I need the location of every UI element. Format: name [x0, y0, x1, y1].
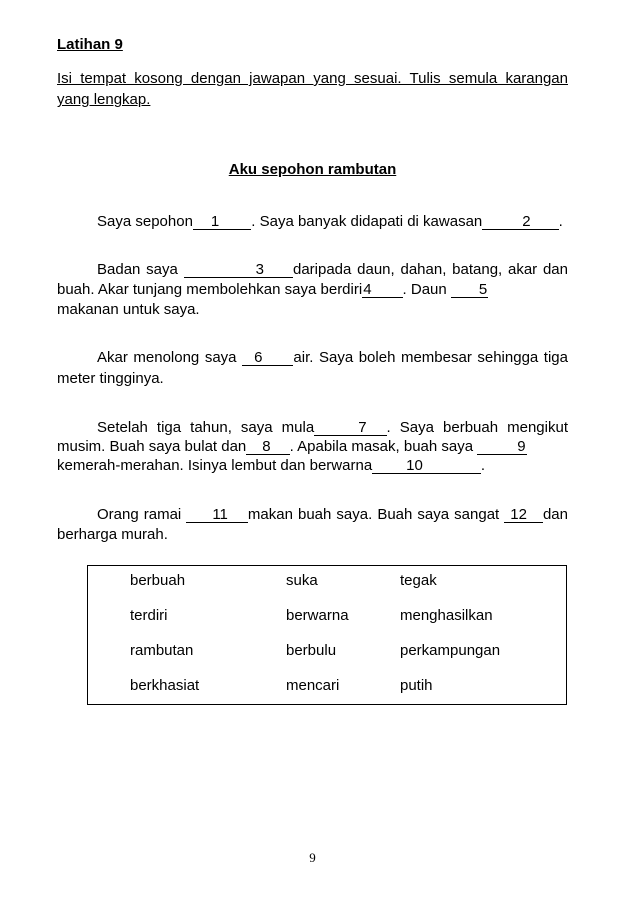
answer-blank-11: 11	[186, 508, 248, 523]
paragraph-line	[57, 418, 568, 437]
word-bank-item: berbuah	[130, 572, 186, 589]
text-segment: . Saya banyak didapati di kawasan	[251, 213, 483, 230]
word-bank-item: berkhasiat	[130, 677, 200, 694]
answer-blank-4: 4	[362, 283, 402, 298]
text-segment: . Apabila masak, buah saya	[289, 438, 478, 455]
text-segment: berharga murah.	[57, 526, 168, 543]
answer-blank-12: 12	[504, 508, 543, 523]
word-bank-grid	[130, 563, 560, 703]
paragraph-line	[57, 437, 568, 456]
answer-blank-3: 3	[184, 263, 293, 278]
word-bank-item: menghasilkan	[400, 607, 493, 624]
paragraph-line	[57, 280, 568, 300]
word-bank-item: putih	[400, 677, 433, 694]
word-bank-item: berbulu	[286, 642, 337, 659]
word-bank-box	[87, 565, 567, 705]
paragraph-4	[57, 418, 568, 475]
text-segment: buah. Akar tunjang membolehkan saya berdiri	[57, 281, 363, 298]
paragraph-line	[57, 347, 568, 368]
text-segment: Setelah tiga tahun, saya mula	[97, 419, 315, 436]
paragraph-2	[57, 260, 568, 320]
paragraph-line	[57, 300, 568, 320]
paragraph-line	[57, 260, 568, 280]
instruction-line-1: Isi tempat kosong dengan jawapan yang sesuai. Tulis semula karangan	[57, 70, 568, 87]
paragraph-line	[57, 368, 568, 389]
instruction-line-2: yang lengkap.	[57, 91, 151, 108]
text-segment: daripada daun, dahan, batang, akar dan	[292, 261, 568, 278]
instruction	[57, 68, 568, 110]
word-bank-item: berwarna	[286, 607, 349, 624]
page-number: 9	[309, 850, 316, 865]
text-segment: makanan untuk saya.	[57, 301, 200, 318]
text-segment: .	[480, 457, 486, 474]
word-bank-item: tegak	[400, 572, 437, 589]
text-segment: . Daun	[402, 281, 451, 298]
answer-blank-9: 9	[477, 440, 526, 455]
answer-blank-1: 1	[193, 215, 251, 230]
text-segment: Akar menolong saya	[97, 349, 243, 366]
paragraph-5	[57, 505, 568, 545]
paragraph-line	[57, 525, 568, 545]
word-bank-item: mencari	[286, 677, 340, 694]
paragraph-3	[57, 347, 568, 389]
text-segment: makan buah saya. Buah saya sangat	[247, 506, 505, 523]
text-segment: Saya sepohon	[97, 213, 193, 230]
text-segment: Orang ramai	[97, 506, 187, 523]
text-segment: dan	[542, 506, 568, 523]
word-bank-item: terdiri	[130, 607, 168, 624]
text-segment: musim. Buah saya bulat dan	[57, 438, 247, 455]
word-bank-item: suka	[286, 572, 318, 589]
text-segment: . Saya berbuah mengikut	[386, 419, 568, 436]
answer-blank-7: 7	[314, 421, 386, 436]
story-title: Aku sepohon rambutan	[228, 161, 397, 178]
answer-blank-2: 2	[482, 215, 558, 230]
paragraph-1	[57, 212, 568, 232]
answer-blank-6: 6	[242, 351, 293, 366]
text-segment: meter tingginya.	[57, 370, 164, 387]
paragraph-line	[57, 505, 568, 525]
word-bank-item: perkampungan	[400, 642, 501, 659]
answer-blank-5: 5	[451, 283, 488, 298]
word-bank-item: rambutan	[130, 642, 194, 659]
text-segment: air. Saya boleh membesar sehingga tiga	[293, 349, 568, 366]
text-segment: kemerah-merahan. Isinya lembut dan berwarna	[57, 457, 373, 474]
text-segment: .	[558, 213, 563, 230]
paragraph-line	[57, 456, 568, 475]
text-segment: Badan saya	[97, 261, 184, 278]
answer-blank-8: 8	[246, 440, 289, 455]
answer-blank-10: 10	[372, 459, 481, 474]
exercise-title: Latihan 9	[57, 36, 123, 53]
paragraph-line	[57, 212, 568, 232]
